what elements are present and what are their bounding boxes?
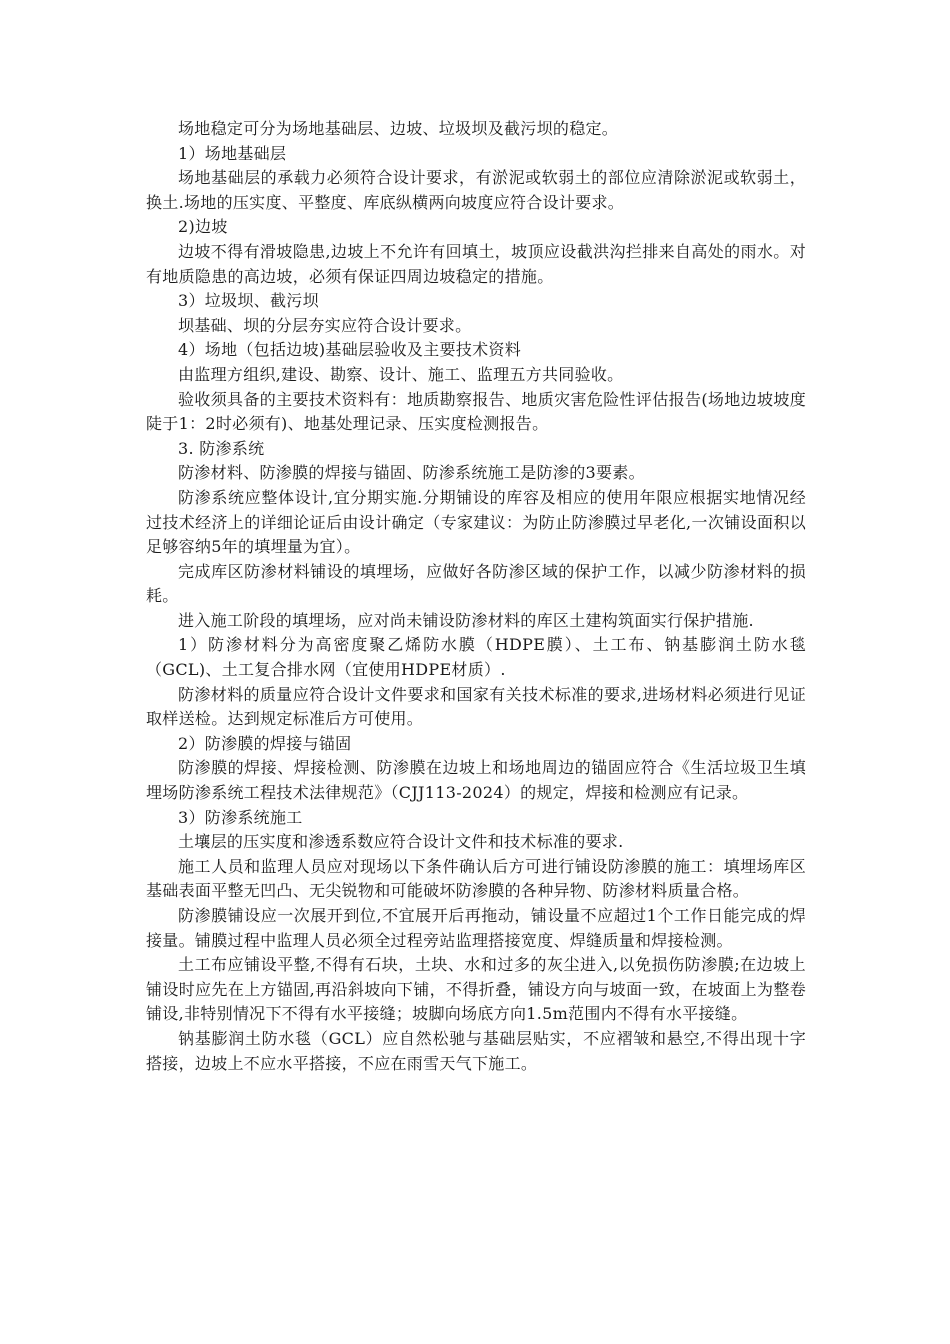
paragraph-seepage-design: 防渗系统应整体设计,宜分期实施.分期铺设的库容及相应的使用年限应根据实地情况经过技术经济上的详细论证后由设计确定（专家建议：为防止防渗膜过早老化,一次铺设面积以足够容纳5年的填埋量为宜）。 — [146, 487, 806, 557]
paragraph-welding-requirements: 防渗膜的焊接、焊接检测、防渗膜在边坡上和场地周边的锚固应符合《生活垃圾卫生填埋场防渗系统工程技术法律规范》（CJJ113-2024）的规定，焊接和检测应有记录。 — [146, 758, 806, 803]
paragraph-seepage-materials: 1）防渗材料分为高密度聚乙烯防水膜（HDPE膜）、土工布、钠基膨润土防水毯（GCL)、土工复合排水网（宜使用HDPE材质）. — [146, 635, 806, 680]
paragraph-dam-requirements: 坝基础、坝的分层夯实应符合设计要求。 — [178, 315, 472, 335]
paragraph-gcl-laying: 钠基膨润土防水毯（GCL）应自然松驰与基础层贴实，不应褶皱和悬空,不得出现十字搭接，边坡上不应水平搭接，不应在雨雪天气下施工。 — [146, 1028, 806, 1073]
paragraph-construction-protection: 进入施工阶段的填埋场，应对尚未铺设防渗材料的库区土建构筑面实行保护措施. — [178, 610, 754, 630]
heading-welding-anchoring: 2）防渗膜的焊接与锚固 — [178, 733, 352, 753]
paragraph-protection-work: 完成库区防渗材料铺设的填埋场，应做好各防渗区域的保护工作，以减少防渗材料的损耗。 — [146, 561, 806, 606]
paragraph-site-stability: 场地稳定可分为场地基础层、边坡、垃圾坝及截污坝的稳定。 — [178, 119, 619, 138]
paragraph-slope-requirements: 边坡不得有滑坡隐患,边坡上不允许有回填土，坡顶应设截洪沟拦排来自高处的雨水。对有地质隐患的高边坡，必须有保证四周边坡稳定的措施。 — [146, 241, 806, 286]
heading-acceptance: 4）场地（包括边坡)基础层验收及主要技术资料 — [178, 340, 522, 360]
paragraph-acceptance-documents: 验收须具备的主要技术资料有：地质勘察报告、地质灾害危险性评估报告(场地边坡坡度陡于1：2时必须有)、地基处理记录、压实度检测报告。 — [146, 389, 806, 434]
heading-dams: 3）垃圾坝、截污坝 — [178, 291, 319, 311]
paragraph-membrane-laying: 防渗膜铺设应一次展开到位,不宜展开后再拖动，铺设量不应超过1个工作日能完成的焊接量。铺膜过程中监理人员必须全过程旁站监理搭接宽度、焊缝质量和焊接检测。 — [146, 906, 806, 950]
heading-slope: 2)边坡 — [178, 217, 228, 237]
paragraph-geotextile-laying: 土工布应铺设平整,不得有石块，土块、水和过多的灰尘进入,以免损伤防渗膜;在边坡上铺设时应先在上方锚固,再沿斜坡向下铺，不得折叠，铺设方向与坡面一致，在坡面上为整卷铺设,非特别情况下不得有水平接缝；坡脚向场底方向1.5m范围内不得有水平接缝。 — [146, 955, 806, 1024]
paragraph-pre-laying-conditions: 施工人员和监理人员应对现场以下条件确认后方可进行铺设防渗膜的施工：填埋场库区基础表面平整无凹凸、无尖锐物和可能破坏防渗膜的各种异物、防渗材料质量合格。 — [146, 856, 806, 901]
paragraph-foundation-requirements: 场地基础层的承载力必须符合设计要求，有淤泥或软弱土的部位应清除淤泥或软弱土，换土.场地的压实度、平整度、库底纵横两向坡度应符合设计要求。 — [146, 168, 806, 212]
paragraph-acceptance-organizer: 由监理方组织,建设、勘察、设计、施工、监理五方共同验收。 — [178, 364, 624, 384]
heading-system-construction: 3）防渗系统施工 — [178, 807, 303, 827]
paragraph-seepage-elements: 防渗材料、防渗膜的焊接与锚固、防渗系统施工是防渗的3要素。 — [178, 463, 645, 483]
heading-site-foundation: 1）场地基础层 — [178, 143, 287, 163]
document-body — [146, 117, 806, 1076]
paragraph-material-quality: 防渗材料的质量应符合设计文件要求和国家有关技术标准的要求,进场材料必须进行见证取样送检。达到规定标准后方可使用。 — [146, 684, 806, 729]
paragraph-soil-compaction: 土壤层的压实度和渗透系数应符合设计文件和技术标准的要求. — [178, 832, 624, 852]
heading-seepage-system: 3. 防渗系统 — [178, 438, 265, 458]
